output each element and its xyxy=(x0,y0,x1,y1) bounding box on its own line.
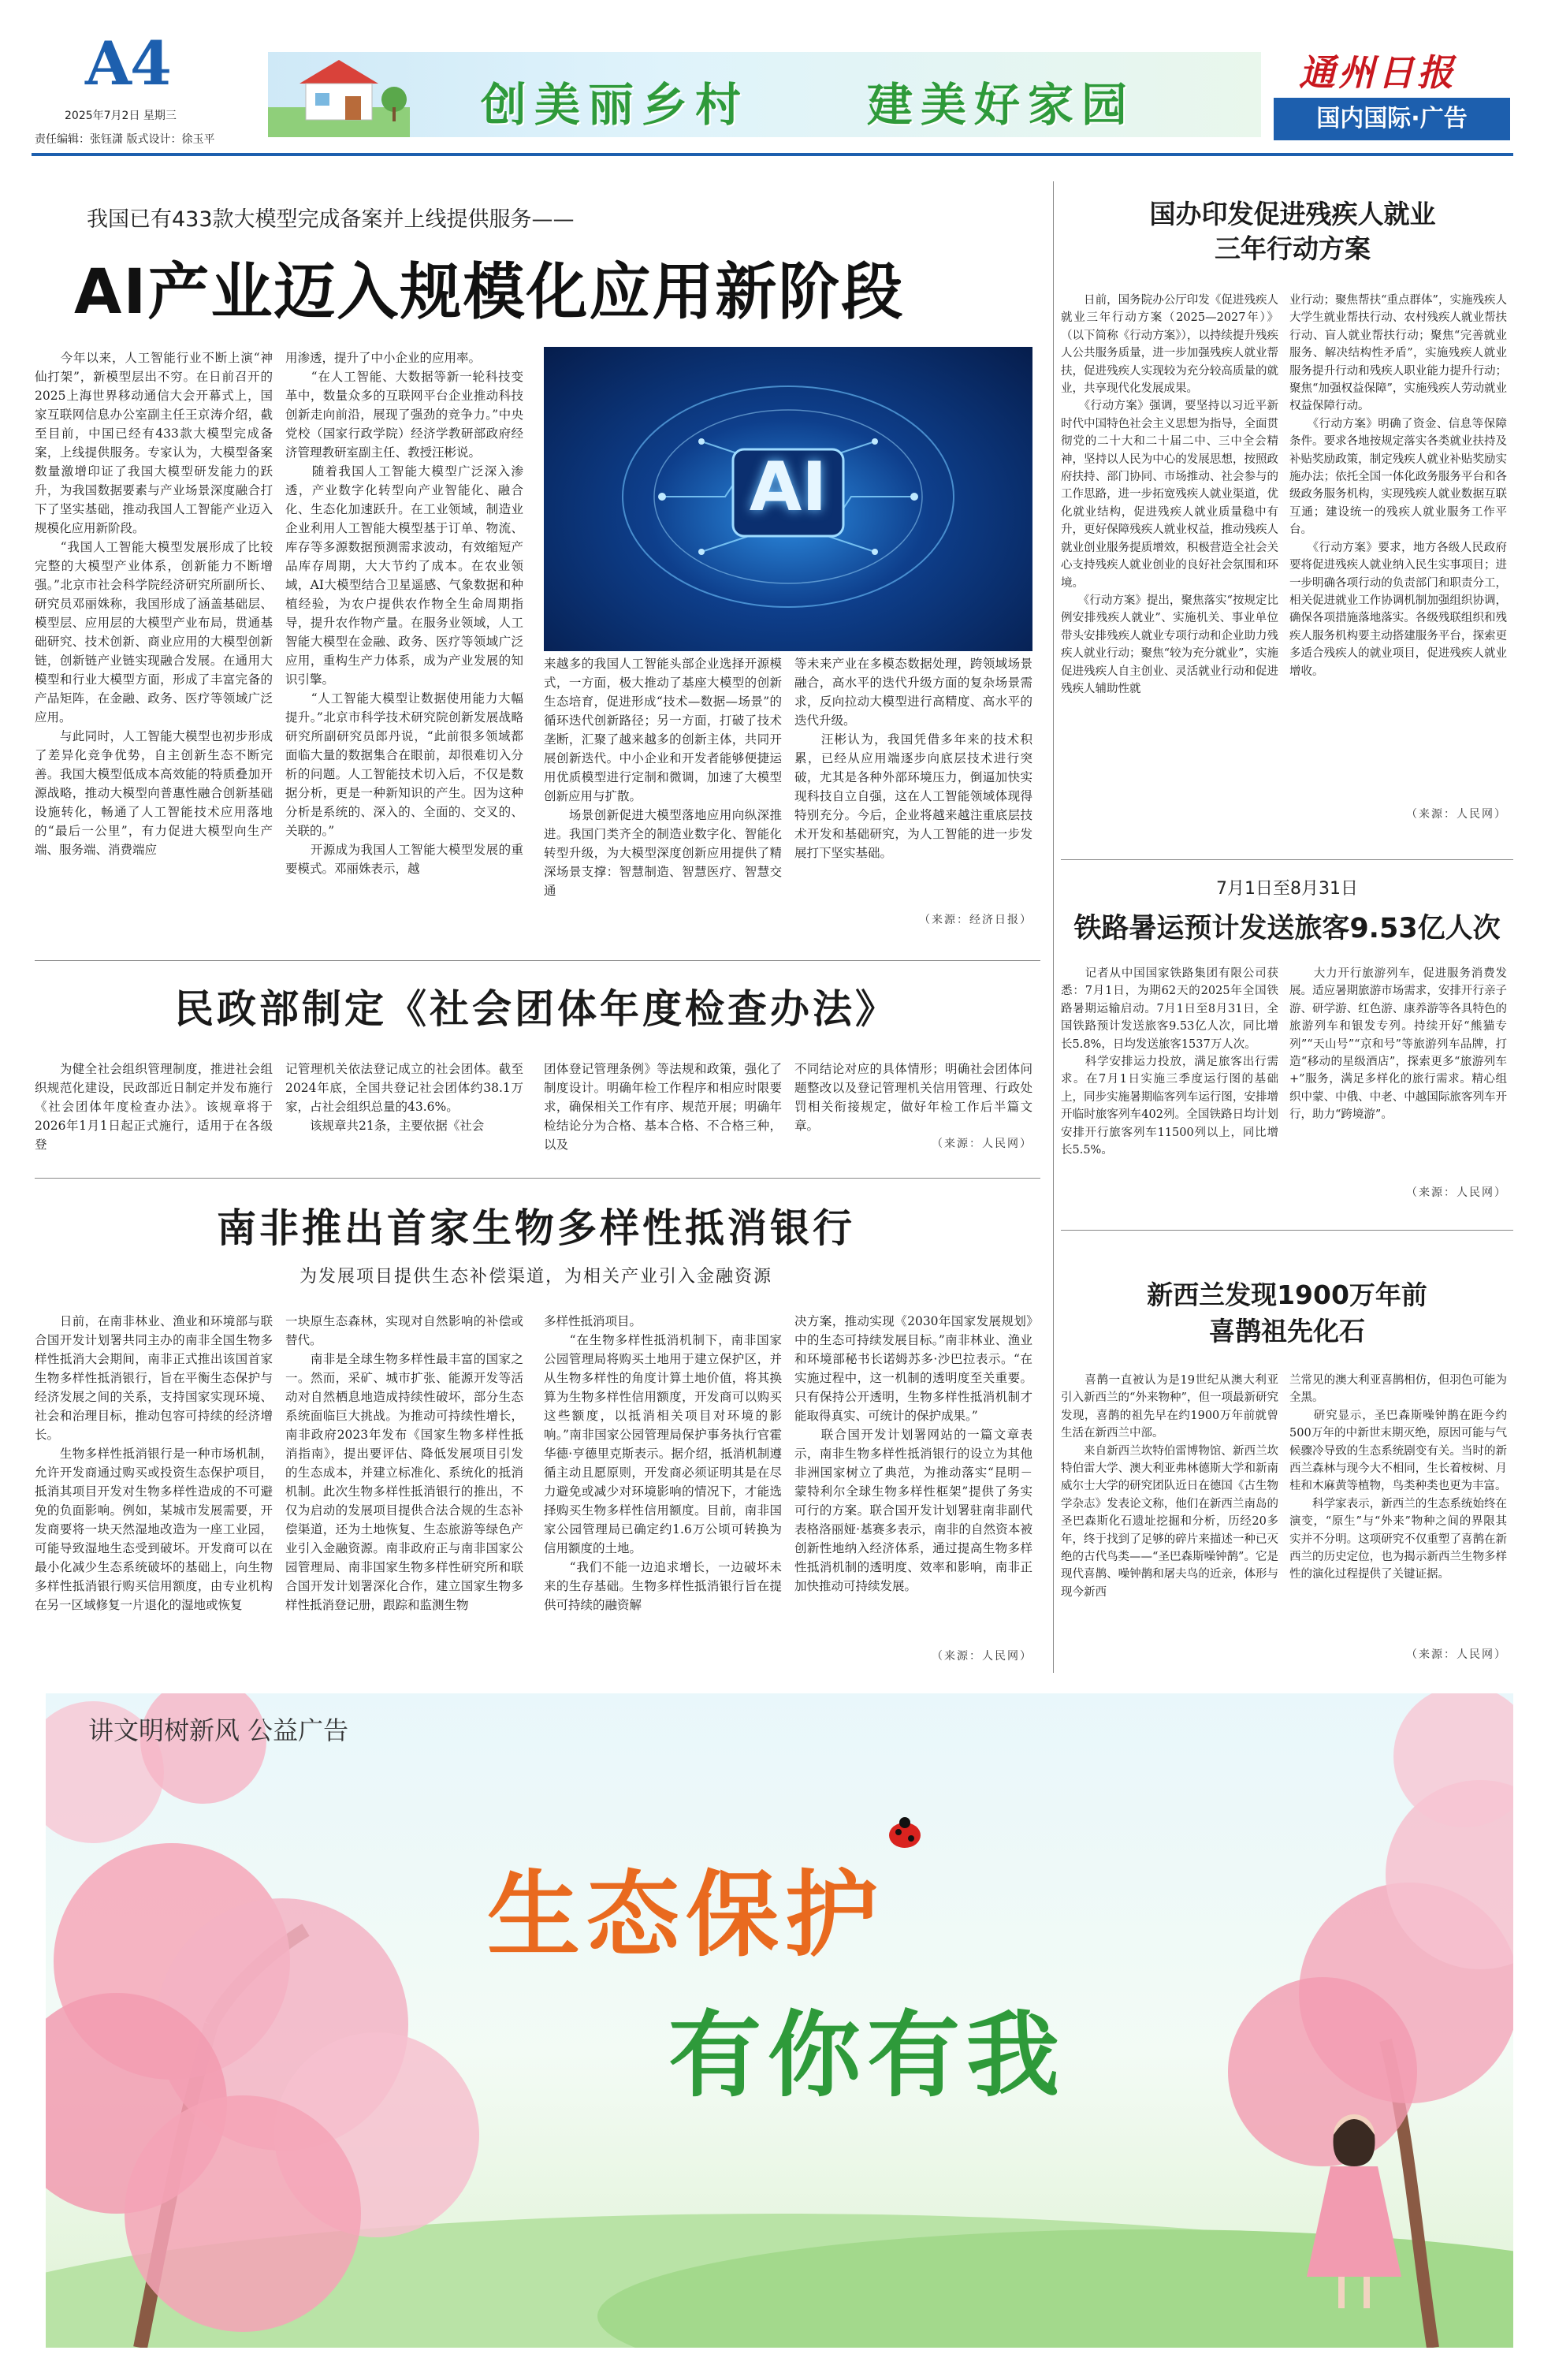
ai-column-2: 用渗透，提升了中小企业的应用率。 “在人工智能、大数据等新一轮科技变革中，数量众多的互联网平台企业推动科技创新走向前沿，展现了强劲的竞争力。”中央党校（国家行政学院）经济学教研部政府经济管理教研室副主任、教授汪彬说。 随着我国人工智能大模型广泛深入渗透，产业数字化转型向产业智能化、融合化、生态化加速跃升。在工业领域，制造业企业利用人工智能大模型基于订单、物流、库存等多源数据预测需求波动，有效缩短产品库存周期，大大节约了成本。在农业领域，AI大模型结合卫星遥感、气象数据和种植经验，为农户提供农作物全生命周期指导，提升农作物产量。在服务业领域，人工智能大模型在金融、政务、医疗等领域广泛应用，重构生产力体系，成为产业发展的知识引擎。 “人工智能大模型让数据使用能力大幅提升。”北京市科学技术研究院创新发展战略研究所副研究员郎丹说，“此前很多领域都面临大量的数据集合在眼前，却很难切入分析的问题。人工智能技术切入后，不仅是数据分析，更是一种新知识的产生。因为这种分析是系统的、深入的、全面的、交叉的、关联的。” 开源成为我国人工智能大模型发展的重要模式。邓丽姝表示，越 xyxy=(285,351,523,876)
civil-headline: 民政部制定《社会团体年度检查办法》 xyxy=(174,985,898,1032)
ladybug-icon xyxy=(889,1817,921,1848)
editor-credits: 责任编辑：张钰潇 版式设计：徐玉平 xyxy=(35,133,215,146)
civil-column-3: 团体登记管理条例》等法规和政策，强化了制度设计。明确年检工作程序和相应时限要求，确保相关工作有序、规范开展；明确年检结论分为合格、基本合格、不合格三种，以及 xyxy=(544,1062,782,1152)
ad-slogan-line-2: 有你有我 xyxy=(668,2001,1066,2110)
ai-brain-image xyxy=(544,347,1032,651)
banner-slogan-left: 创美丽乡村 xyxy=(481,78,750,132)
fossil-headline-1: 新西兰发现1900万年前 xyxy=(1147,1279,1427,1310)
fossil-column-2: 兰常见的澳大利亚喜鹊相仿，但羽色可能为全黑。 研究显示，圣巴森斯噪钟鹊在距今约500万年的中新世末期灭绝，原因可能与气候骤冷导致的生态系统剧变有关。当时的新西兰森林与现今大不相同，生长着桉树、月桂和木麻黄等植物，鸟类种类也更为丰富。 科学家表示，新西兰的生态系统始终在演变，“原生”与“外来”物种之间的界限其实并不分明。这项研究不仅重塑了喜鹊在新西兰的历史定位，也为揭示新西兰生物多样性的演化过程提供了关键证据。 xyxy=(1289,1374,1507,1581)
fossil-source: （来源：人民网） xyxy=(1406,1648,1507,1661)
disabled-column-1: 日前，国务院办公厅印发《促进残疾人就业三年行动方案（2025—2027年）》（以下简称《行动方案》），以持续提升残疾人公共服务质量，进一步加强残疾人就业帮扶，促进残疾人实现较为充分较高质量的就业，共享现代化发展成果。 《行动方案》强调，要坚持以习近平新时代中国特色社会主义思想为指导，全面贯彻党的二十大和二十届二中、三中全会精神，坚持以人民为中心的发展思想，按照政府扶持、部门协同、市场推动、社会参与的工作思路，进一步拓宽残疾人就业渠道，优化就业结构，促进残疾人就业质量稳中有升，更好保障残疾人就业权益，推动残疾人就业创业服务提质增效，积极营造全社会关心支持残疾人就业创业的良好社会氛围和环境。 《行动方案》提出，聚焦落实“按规定比例安排残疾人就业”、实施机关、事业单位带头安排残疾人就业专项行动和企业助力残疾人就业行动；聚焦“较为充分就业”，实施促进残疾人自主创业、灵活就业行动和促进残疾人辅助性就 xyxy=(1061,294,1278,695)
ai-image-label: AI xyxy=(749,448,828,527)
railway-column-2: 大力开行旅游列车，促进服务消费发展。适应暑期旅游市场需求，安排开行亲子游、研学游、红色游、康养游等各具特色的旅游列车和银发专列。持续开好“熊猫专列”“天山号”“京和号”等旅游列车品牌，打造“移动的星级酒店”，探索更多“旅游列车+”服务，满足多样化的旅行需求。精心组织中蒙、中俄、中老、中越国际旅客列车开行，助力“跨境游”。 xyxy=(1289,967,1507,1122)
ad-slogan-line-1: 生态保护 xyxy=(487,1860,885,1969)
house-illustration-icon xyxy=(268,52,410,137)
disabled-headline-1: 国办印发促进残疾人就业 xyxy=(1149,199,1436,229)
fossil-headline-2: 喜鹊祖先化石 xyxy=(1209,1316,1365,1346)
disabled-headline-2: 三年行动方案 xyxy=(1215,233,1371,264)
civil-column-4: 不同结论对应的具体情形；明确社会团体问题整改以及登记管理机关信用管理、行政处罚相关衔接规定，做好年检工作后半篇文章。 xyxy=(794,1062,1032,1133)
ai-headline: AI产业迈入规模化应用新阶段 xyxy=(74,257,905,328)
section-rule xyxy=(35,1178,1040,1179)
bank-headline: 南非推出首家生物多样性抵消银行 xyxy=(217,1205,855,1251)
disabled-source: （来源：人民网） xyxy=(1406,808,1507,821)
ai-column-1: 今年以来，人工智能行业不断上演“神仙打架”，新模型层出不穷。在日前召开的2025上海世界移动通信大会开幕式上，国家互联网信息办公室副主任王京涛介绍，截至目前，中国已经有433款大模型完成备案，上线提供服务。专家认为，大模型备案数量激增印证了我国大模型研发能力的跃升，为我国数据要素与产业场景深度融合打下了坚实基础，推动我国人工智能产业迈入规模化应用新阶段。 “我国人工智能大模型发展形成了比较完整的大模型产业体系，创新能力不断增强。”北京市社会科学院经济研究所副所长、研究员邓丽姝称，我国形成了涵盖基础层、模型层、应用层的大模型产业布局，贯通基础研究、技术创新、商业应用的大模型创新链，创新链产业链实现融合发展。在通用大模型和行业大模型方面，形成了丰富完备的产品矩阵，在金融、政务、医疗等领域广泛应用。 与此同时，人工智能大模型也初步形成了差异化竞争优势，自主创新生态不断完善。我国大模型低成本高效能的特质叠加开源战略，推动大模型向普惠性融合创新基础设施转化，畅通了人工智能技术应用落地的“最后一公里”，有力促进大模型向生产端、服务端、消费端应 xyxy=(35,351,273,857)
column-divider xyxy=(1053,181,1054,954)
banner-slogan-right: 建美好家园 xyxy=(867,78,1136,132)
bank-column-2: 一块原生态森林，实现对自然影响的补偿或替代。 南非是全球生物多样性最丰富的国家之一。然而，采矿、城市扩张、能源开发等活动对自然栖息地造成持续性破坏，部分生态系统面临巨大挑战。为推动可持续性增长，南非政府2023年发布《国家生物多样性抵消指南》，提出要评估、降低发展项目引发的生态成本，并建立标准化、系统化的抵消机制。此次生物多样性抵消银行的推出，不仅为启动的发展项目提供合法合规的生态补偿渠道，还为土地恢复、生态旅游等绿色产业引入金融资源。南非政府正与南非国家公园管理局、南非国家生物多样性研究所和联合国开发计划署深化合作，建立国家生物多样性抵消登记册，跟踪和监测生物 xyxy=(285,1314,523,1612)
bank-column-1: 日前，在南非林业、渔业和环境部与联合国开发计划署共同主办的南非全国生物多样性抵消大会期间，南非正式推出该国首家生物多样性抵消银行，旨在平衡生态保护与经济发展之间的关系，支持国家实现环境、社会和治理目标，推动包容可持续的经济增长。 生物多样性抵消银行是一种市场机制，允许开发商通过购买或投资生态保护项目，抵消其项目开发对生物多样性造成的不可避免的负面影响。例如，某城市发展需要，开发商要将一块天然湿地改造为一座工业园，可能导致湿地生态受到破坏。开发商可以在最小化减少生态系统破坏的基础上，向生物多样性抵消银行购买信用额度，由专业机构在另一区域修复一片退化的湿地或恢复 xyxy=(35,1314,273,1612)
railway-headline: 铁路暑运预计发送旅客9.53亿人次 xyxy=(1073,913,1501,944)
railway-source: （来源：人民网） xyxy=(1406,1186,1507,1199)
bank-column-4: 决方案，推动实现《2030年国家发展规划》中的生态可持续发展目标。”南非林业、渔业和环境部秘书长诺姆苏多·沙巴拉表示。“在实施过程中，这一机制的透明度至关重要。只有保持公开透明，生物多样性抵消机制才能取得真实、可统计的保护成果。” 联合国开发计划署网站的一篇文章表示，南非生物多样性抵消银行的设立为其他非洲国家树立了典范，为推动落实“昆明－蒙特利尔全球生物多样性框架”提供了务实可行的方案。联合国开发计划署驻南非副代表格洛丽娅·基赛多表示，南非的自然资本被创新性地纳入经济体系，通过提高生物多样性抵消机制的透明度、效率和影响，南非正加快推动可持续发展。 xyxy=(794,1314,1032,1593)
civil-column-1: 为健全社会组织管理制度，推进社会组织规范化建设，民政部近日制定并发布施行《社会团体年度检查办法》。该规章将于2026年1月1日起正式施行，适用于在各级登 xyxy=(35,1062,273,1152)
public-service-ad xyxy=(46,1693,1513,2348)
ai-source: （来源：经济日报） xyxy=(919,914,1032,926)
ai-column-4: 等未来产业在多模态数据处理，跨领域场景融合，高水平的迭代升级方面的复杂场景需求，反向拉动大模型进行高精度、高水平的迭代升级。 汪彬认为，我国凭借多年来的技术积累，已经从应用端逐步向底层技术进行突破，尤其是各种外部环境压力，倒逼加快实现科技自立自强，这在人工智能领域体现得特别充分。今后，企业将越来越注重底层技术开发和基础研究，为人工智能的进一步发展打下坚实基础。 xyxy=(794,657,1032,860)
header-banner xyxy=(268,52,1261,137)
column-divider xyxy=(1053,859,1054,1673)
page-number: A4 xyxy=(85,28,170,99)
bank-subtitle: 为发展项目提供生态补偿渠道，为相关产业引入金融资源 xyxy=(299,1267,772,1287)
civil-column-2: 记管理机关依法登记成立的社会团体。截至2024年底，全国共登记社会团体约38.1万家，占社会组织总量的43.6%。 该规章共21条，主要依据《社会 xyxy=(285,1062,523,1133)
bank-column-3: 多样性抵消项目。 “在生物多样性抵消机制下，南非国家公园管理局将购买土地用于建立保护区，并从生物多样性的角度计算土地价值，将其换算为生物多样性信用额度，开发商可以购买这些额度，以抵消相关项目对环境的影响。”南非国家公园管理局保护事务执行官霍华德·亨德里克斯表示。据介绍，抵消机制遵循主动且愿原则，开发商必须证明其是在尽力避免或减少对环境影响的情况下，才能选择购买生物多样性信用额度。目前，南非国家公园管理局已确定约1.6万公顷可转换为信用额度的土地。 “我们不能一边追求增长，一边破坏未来的生存基础。生物多样性抵消银行旨在提供可持续的融资解 xyxy=(544,1314,782,1612)
header-rule xyxy=(32,153,1513,156)
ai-kicker: 我国已有433款大模型完成备案并上线提供服务—— xyxy=(87,207,575,232)
civil-source: （来源：人民网） xyxy=(932,1138,1032,1150)
ai-column-3: 来越多的我国人工智能头部企业选择开源模式，一方面，极大推动了基座大模型的创新生态培育，促进形成“技术—数据—场景”的循环迭代创新路径；另一方面，打破了技术垄断，汇聚了越来越多的创新主体，共同开展创新迭代。中小企业和开发者能够便捷运用优质模型进行定制和微调，加速了大模型创新应用与扩散。 场景创新促进大模型落地应用向纵深推进。我国门类齐全的制造业数字化、智能化转型升级，为大模型深度创新应用提供了精深场景支撑：智慧制造、智慧医疗、智慧交通 xyxy=(544,657,782,898)
disabled-column-2: 业行动；聚焦帮扶“重点群体”，实施残疾人大学生就业帮扶行动、农村残疾人就业帮扶行动、盲人就业帮扶行动；聚焦“完善就业服务、解决结构性矛盾”，实施残疾人就业服务提升行动和残疾人职业能力提升行动；聚焦“加强权益保障”，实施残疾人劳动就业权益保障行动。 《行动方案》明确了资金、信息等保障条件。要求各地按规定落实各类就业扶持及补贴奖励政策，制定残疾人就业补贴奖励实施办法；依托全国一体化政务服务平台和各级政务服务机构，实现残疾人就业数据互联互通；建设统一的残疾人就业服务工作平台。 《行动方案》要求，地方各级人民政府要将促进残疾人就业纳入民生实事项目；进一步明确各项行动的负责部门和职责分工，相关促进就业工作协调机制加强组织协调，确保各项措施落地落实。各级残联组织和残疾人服务机构要主动搭建服务平台，探索更多适合残疾人的就业项目，促进残疾人就业增收。 xyxy=(1289,294,1507,678)
railway-column-1: 记者从中国国家铁路集团有限公司获悉：7月1日，为期62天的2025年全国铁路暑期运输启动。7月1日至8月31日，全国铁路预计发送旅客9.53亿人次，同比增长5.8%，日均发送旅客1537万人次。 科学安排运力投放，满足旅客出行需求。在7月1日实施三季度运行图的基础上，同步实施暑期临客列车运行图，安排增开临时旅客列车402列。全国铁路日均计划安排开行旅客列车11500列以上，同比增长5.5%。 xyxy=(1061,967,1278,1157)
ad-label: 讲文明树新风 公益广告 xyxy=(88,1715,349,1745)
bank-source: （来源：人民网） xyxy=(932,1650,1032,1663)
fossil-column-1: 喜鹊一直被认为是19世纪从澳大利亚引入新西兰的“外来物种”，但一项最新研究发现，喜鹊的祖先早在约1900万年前就曾生活在新西兰中部。 来自新西兰坎特伯雷博物馆、新西兰坎特伯雷大学、澳大利亚弗林德斯大学和新南威尔士大学的研究团队近日在德国《古生物学杂志》发表论文称，他们在新西兰南岛的圣巴森斯化石遗址挖掘和分析，历经20多年，终于找到了足够的碎片来描述一种已灭绝的古代鸟类——“圣巴森斯噪钟鹊”。它是现代喜鹊、噪钟鹊和屠夫鸟的近亲，体形与现今新西 xyxy=(1061,1374,1278,1599)
section-badge: 国内国际·广告 xyxy=(1274,98,1510,140)
section-rule xyxy=(1061,859,1513,860)
section-rule xyxy=(1061,1230,1513,1231)
railway-kicker: 7月1日至8月31日 xyxy=(1216,879,1358,899)
issue-date: 2025年7月2日 星期三 xyxy=(65,110,177,122)
section-rule xyxy=(35,960,1040,961)
masthead-logo: 通州日报 xyxy=(1299,51,1457,94)
